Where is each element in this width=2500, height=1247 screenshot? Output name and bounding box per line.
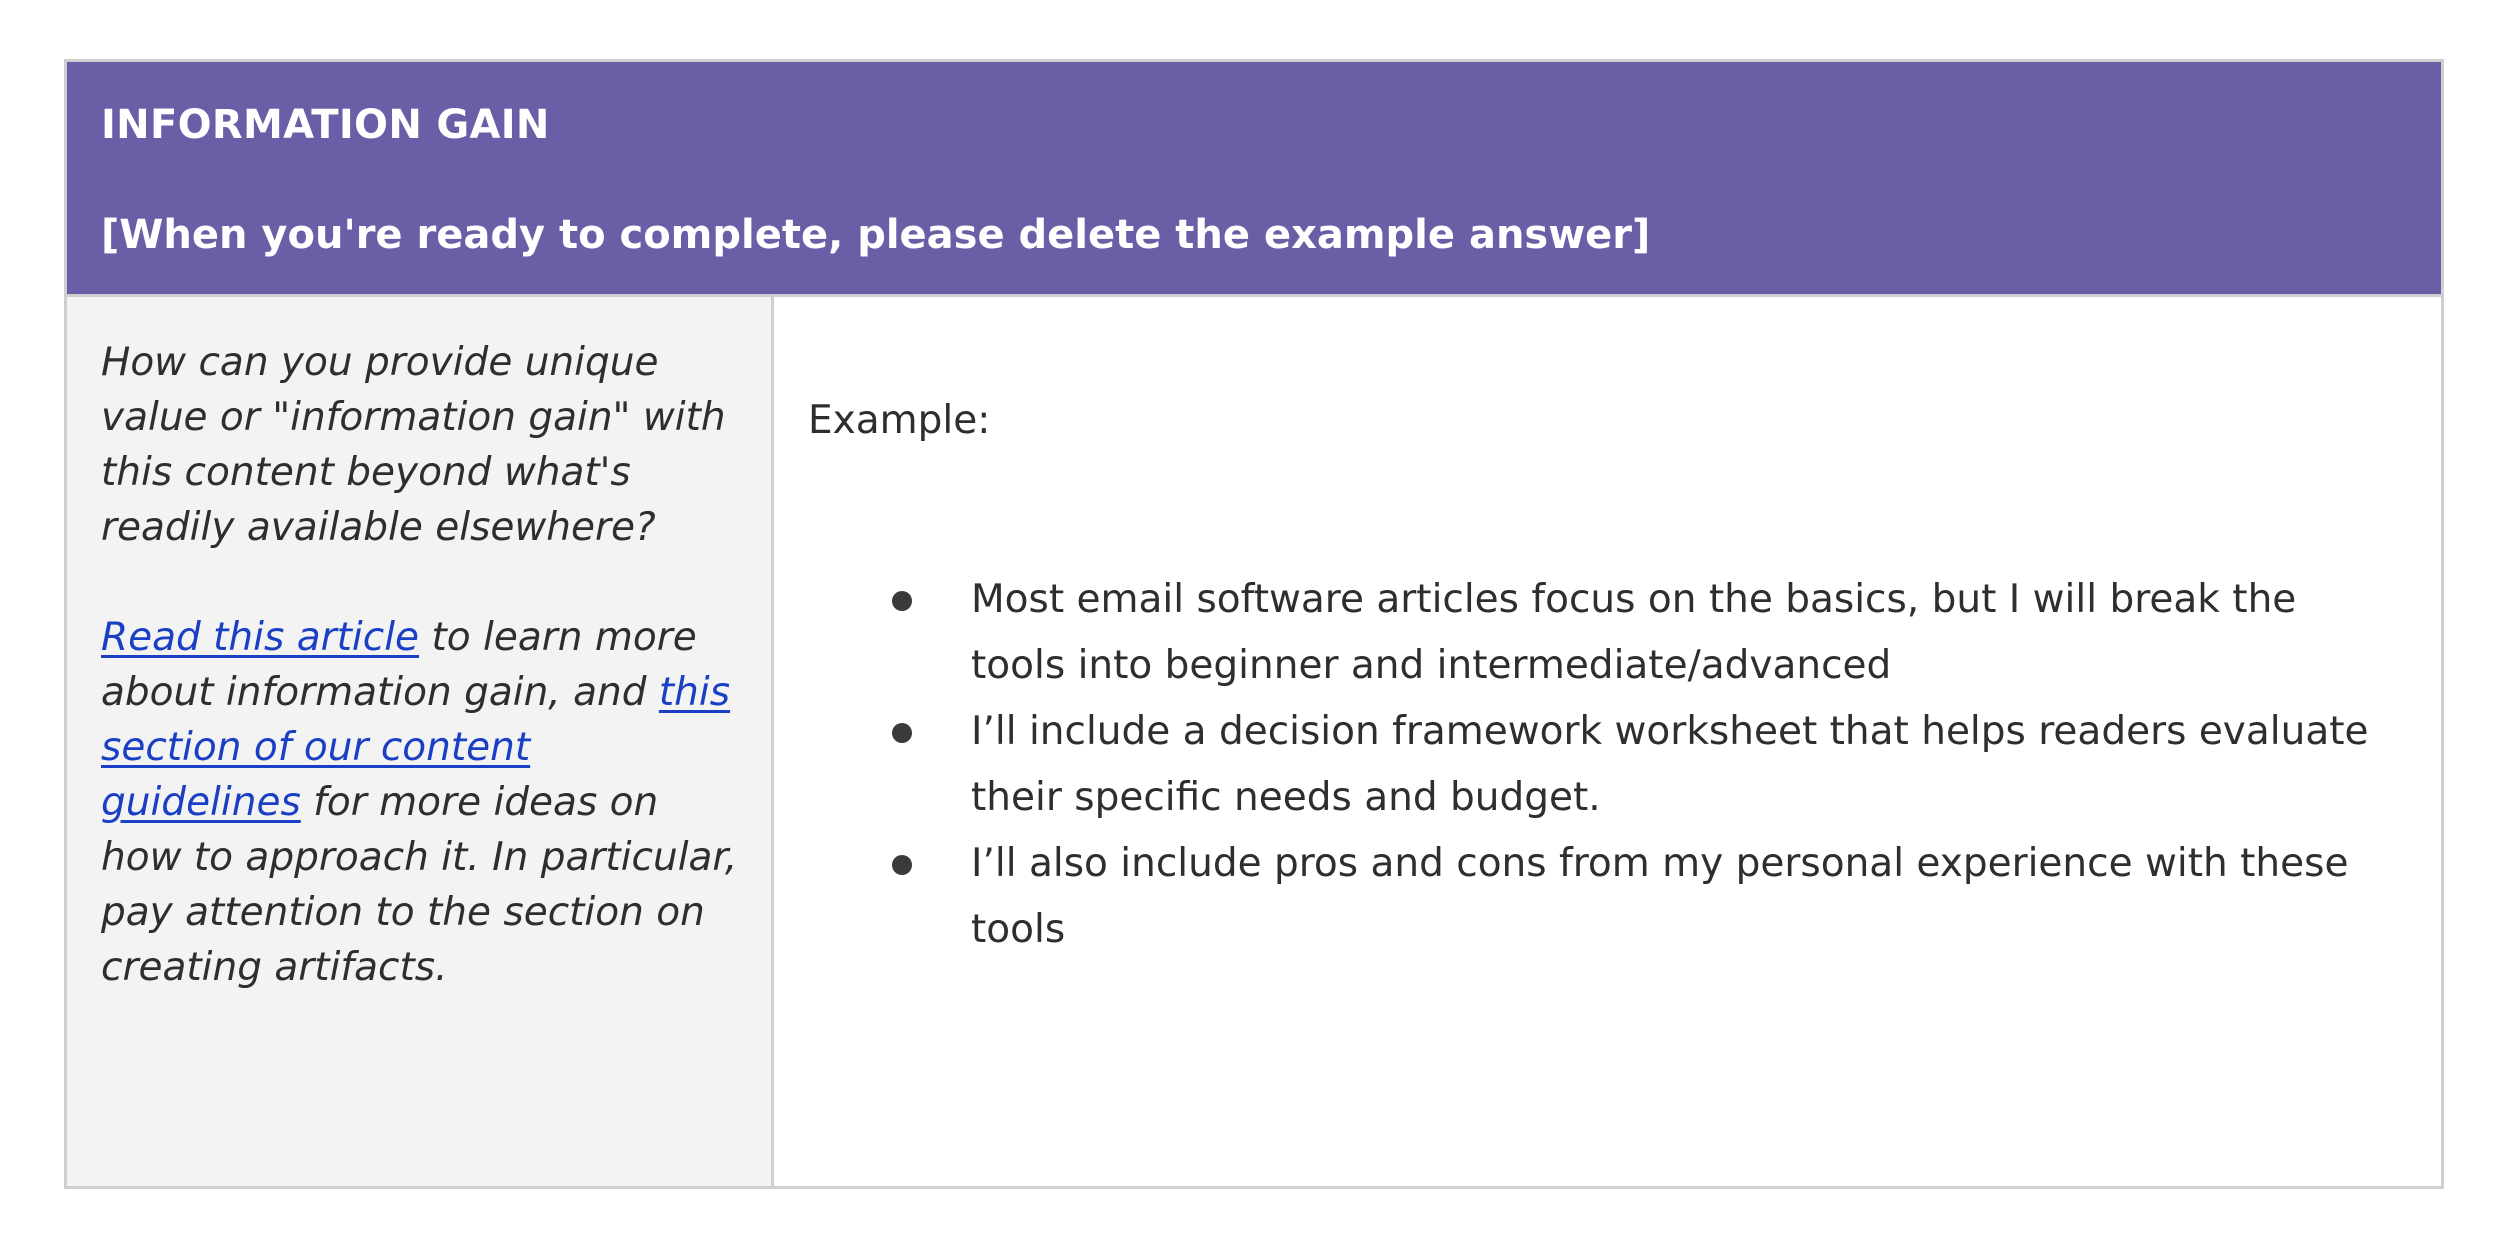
prompt-guidance <box>101 610 741 995</box>
bullet-text: Most email software articles focus on the basics, but I will break the tools into beginner and intermediate/advanced <box>971 577 2297 688</box>
guidance-text-2: for more ideas on how to approach it. In particular, pay attention to the section on creating artifacts. <box>101 780 738 990</box>
information-gain-table <box>64 59 2444 1189</box>
prompt-cell <box>67 297 774 1186</box>
list-item <box>774 567 2391 699</box>
bullet-text: I’ll include a decision framework worksheet that helps readers evaluate their specific needs and budget. <box>971 709 2369 820</box>
guidance-text-1: to learn more about information gain, and <box>101 615 697 715</box>
bullet-icon <box>892 591 912 611</box>
prompt-question: How can you provide unique value or "information gain" with this content beyond what's readily available elsewhere? <box>101 340 726 550</box>
read-article-link[interactable]: Read this article <box>101 615 420 660</box>
table-header <box>67 62 2441 297</box>
instruction-text: [When you're ready to complete, please delete the example answer] <box>101 212 1651 258</box>
content-guidelines-link[interactable]: this section of our content guidelines <box>101 670 731 825</box>
answer-cell[interactable] <box>774 297 2441 1186</box>
section-title: INFORMATION GAIN <box>101 102 550 148</box>
example-bullet-list <box>774 567 2391 963</box>
paragraph-spacer <box>101 555 741 610</box>
bullet-icon <box>892 855 912 875</box>
list-item <box>774 831 2391 963</box>
list-item <box>774 699 2391 831</box>
example-label: Example: <box>808 398 991 443</box>
bullet-text: I’ll also include pros and cons from my personal experience with these tools <box>971 841 2349 952</box>
bullet-icon <box>892 723 912 743</box>
